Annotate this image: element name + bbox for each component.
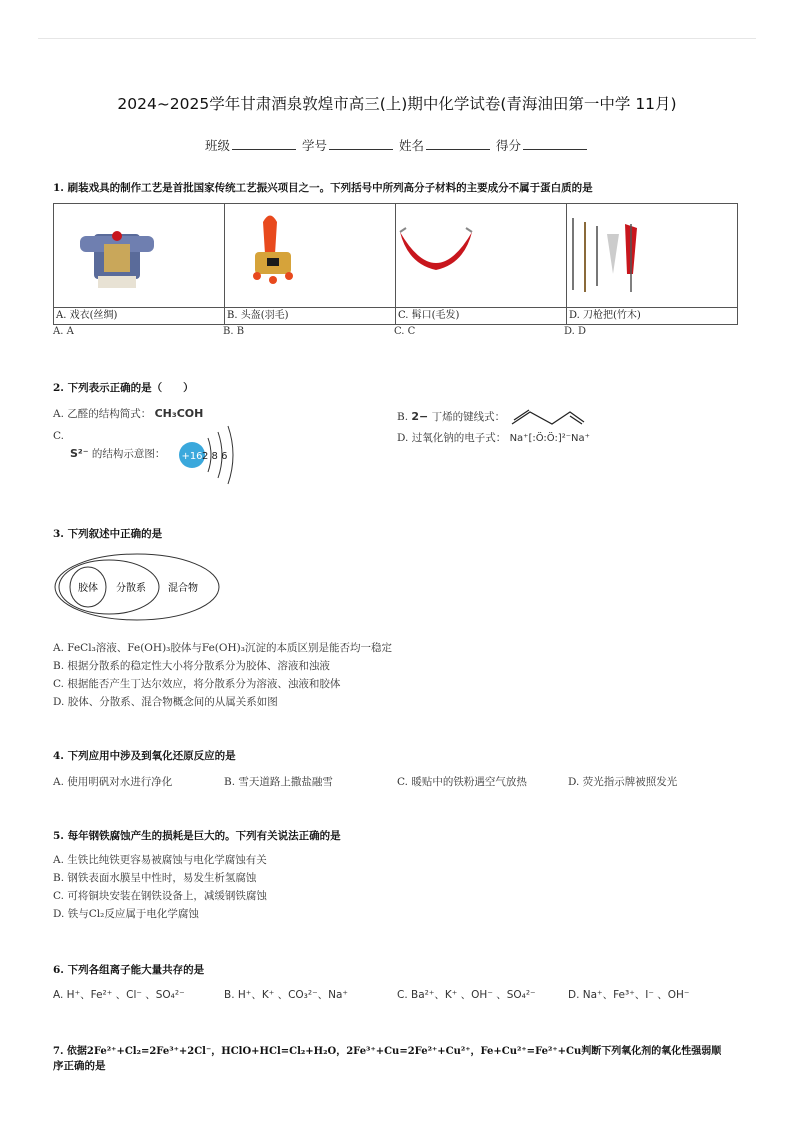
caption-d: D. 刀枪把(竹木) [567, 308, 738, 325]
q1-choice-a[interactable]: A. A [53, 326, 74, 337]
question-1-image-table [53, 203, 738, 325]
q2-option-b[interactable] [397, 406, 586, 428]
question-7-stem-continued: 序正确的是 [53, 1060, 106, 1072]
q3-option-d[interactable]: D. 胶体、分散系、混合物概念间的从属关系如图 [53, 696, 278, 708]
q5-option-b[interactable]: B. 钢铁表面水膜呈中性时，易发生析氢腐蚀 [53, 872, 257, 884]
sulfide-ion: S²⁻ [70, 447, 89, 460]
q3-option-a[interactable]: A. FeCl₃溶液、Fe(OH)₃胶体与Fe(OH)₃沉淀的本质区别是能否均一稳定 [53, 642, 392, 654]
concept-venn-diagram [53, 552, 223, 624]
class-blank[interactable] [232, 138, 296, 150]
name-blank[interactable] [426, 138, 490, 150]
student-info-line [0, 136, 794, 154]
q2-option-a[interactable] [53, 406, 203, 421]
q3-option-c[interactable]: C. 根据能否产生丁达尔效应，将分散系分为溶液、浊液和胶体 [53, 678, 341, 690]
caption-a: A. 戏衣(丝绸) [54, 308, 225, 325]
q2-option-c [70, 446, 165, 461]
q4-option-d[interactable]: D. 荧光指示牌被照发光 [568, 776, 678, 788]
q6-option-b[interactable]: B. H⁺、K⁺ 、CO₃²⁻、Na⁺ [224, 989, 348, 1001]
acetaldehyde-formula: CH₃COH [154, 407, 204, 420]
q1-choice-b[interactable]: B. B [223, 326, 245, 337]
name-label: 姓名 [398, 138, 424, 153]
costume-image-cell [54, 204, 225, 308]
question-6-stem: 6. 下列各组离子能大量共存的是 [53, 964, 205, 976]
q5-option-c[interactable]: C. 可将铜块安装在钢铁设备上，减缓钢铁腐蚀 [53, 890, 267, 902]
venn-middle-label: 分散系 [116, 583, 146, 594]
q2-c-label[interactable]: C. [53, 430, 64, 442]
question-2-stem: 2. 下列表示正确的是（ ） [53, 382, 194, 394]
question-3-stem: 3. 下列叙述中正确的是 [53, 528, 163, 540]
q2-b-locant: 2− [411, 410, 429, 423]
opera-beard-icon [396, 204, 566, 304]
nucleus-charge: +16 [181, 451, 203, 462]
question-7-stem: 7. 依据2Fe²⁺+Cl₂=2Fe³⁺+2Cl⁻，HClO+HCl=Cl₂+H₂O，2Fe³⁺+Cu=2Fe²⁺+Cu²⁺，Fe+Cu²⁺=Fe²⁺+Cu判断下列氧化剂的氧化性强弱顺 [53, 1046, 722, 1057]
sulfide-structure-diagram [176, 424, 246, 486]
page-title: 2024~2025学年甘肃酒泉敦煌市高三(上)期中化学试卷(青海油田第一中学 11月) [117, 95, 677, 113]
id-blank[interactable] [329, 138, 393, 150]
helmet-image-cell [225, 204, 396, 308]
q4-option-c[interactable]: C. 暖贴中的铁粉遇空气放热 [397, 776, 527, 788]
q2-option-d[interactable] [397, 430, 590, 445]
weapons-image-cell [567, 204, 738, 308]
opera-weapons-icon [567, 204, 737, 304]
opera-helmet-icon [225, 204, 395, 304]
q4-option-a[interactable]: A. 使用明矾对水进行净化 [53, 776, 173, 788]
question-4-stem: 4. 下列应用中涉及到氧化还原反应的是 [53, 750, 236, 762]
q2-d-text: D. 过氧化钠的电子式： [397, 432, 507, 444]
venn-inner-label: 胶体 [78, 583, 98, 594]
beard-image-cell [396, 204, 567, 308]
q2-c-text: 的结构示意图： [91, 448, 166, 460]
opera-costume-icon [54, 204, 224, 304]
venn-outer-label: 混合物 [168, 583, 198, 594]
q1-choice-d[interactable]: D. D [564, 326, 587, 337]
score-label: 得分 [495, 138, 521, 153]
q4-option-b[interactable]: B. 雪天道路上撒盐融雪 [224, 776, 333, 788]
id-label: 学号 [301, 138, 327, 153]
butene-skeletal-icon [508, 406, 586, 428]
electron-shells: 2 8 6 [202, 451, 228, 462]
q5-option-d[interactable]: D. 铁与Cl₂反应属于电化学腐蚀 [53, 908, 199, 920]
question-1-stem: 1. 刷装戏具的制作工艺是首批国家传统工艺振兴项目之一。下列括号中所列高分子材料的主要成分不属于蛋白质的是 [53, 182, 593, 194]
q2-a-text: A. 乙醛的结构简式： [53, 408, 152, 420]
q2-b-text: 丁烯的键线式： [431, 411, 506, 423]
class-label: 班级 [204, 138, 230, 153]
q2-b-label: B. [397, 411, 409, 423]
top-rule [38, 38, 756, 39]
q1-choice-c[interactable]: C. C [394, 326, 416, 337]
q6-option-a[interactable]: A. H⁺、Fe²⁺ 、Cl⁻ 、SO₄²⁻ [53, 989, 185, 1001]
question-5-stem: 5. 每年钢铁腐蚀产生的损耗是巨大的。下列有关说法正确的是 [53, 830, 341, 842]
q3-option-b[interactable]: B. 根据分散系的稳定性大小将分散系分为胶体、溶液和浊液 [53, 660, 330, 672]
q6-option-d[interactable]: D. Na⁺、Fe³⁺、I⁻ 、OH⁻ [568, 989, 690, 1001]
caption-b: B. 头盔(羽毛) [225, 308, 396, 325]
q6-option-c[interactable]: C. Ba²⁺、K⁺ 、OH⁻ 、SO₄²⁻ [397, 989, 536, 1001]
score-blank[interactable] [523, 138, 587, 150]
caption-c: C. 髯口(毛发) [396, 308, 567, 325]
q5-option-a[interactable]: A. 生铁比纯铁更容易被腐蚀与电化学腐蚀有关 [53, 854, 267, 866]
sodium-peroxide-formula: Na⁺[:Ö:Ö:]²⁻Na⁺ [509, 433, 590, 444]
